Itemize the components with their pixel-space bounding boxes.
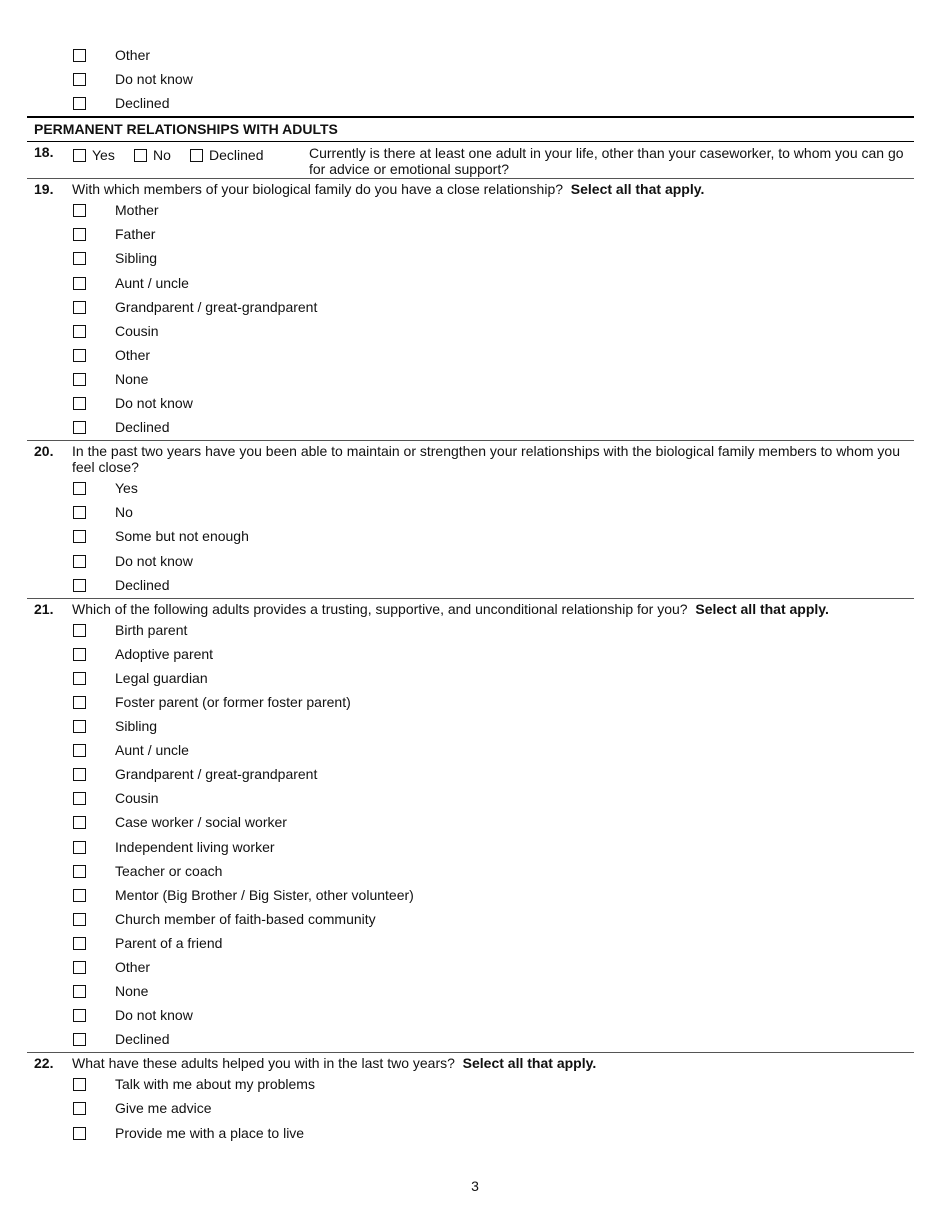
question-text: Currently is there at least one adult in your life, other than your caseworker, to whom you can go for advice or emotional support? [309,145,904,178]
checkbox[interactable] [73,744,86,757]
option-label: Legal guardian [115,669,208,686]
option-row [27,836,914,860]
option-label: Sibling [115,718,158,735]
option-label: None [115,370,149,387]
checkbox[interactable] [73,1033,86,1046]
question-prompt: What have these adults helped you with in the last two years? [72,1055,455,1072]
section-title: PERMANENT RELATIONSHIPS WITH ADULTS [27,116,914,142]
option-row [27,1073,914,1097]
option-label: Do not know [115,395,193,412]
option-label: Some but not enough [115,528,249,545]
option-row [27,715,914,739]
option-label: Declined [115,419,170,436]
option-row [27,44,914,68]
question-20 [27,440,914,597]
checkbox[interactable] [73,73,86,86]
top-options [27,0,914,116]
option-row [27,643,914,667]
option-label: Do not know [115,1007,193,1024]
checkbox[interactable] [73,1009,86,1022]
option-label: Yes [115,480,138,497]
checkbox[interactable] [73,696,86,709]
checkbox[interactable] [73,252,86,265]
checkbox[interactable] [134,149,147,162]
option-label: Teacher or coach [115,862,223,879]
option-label: Cousin [115,322,159,339]
question-prompt: With which members of your biological family do you have a close relationship? [72,181,564,198]
option-label: Birth parent [115,621,188,638]
checkbox[interactable] [73,841,86,854]
checkbox[interactable] [73,397,86,410]
option-row [27,787,914,811]
option-label: Sibling [115,250,158,267]
option-label: Church member of faith-based community [115,910,376,927]
question-text [72,179,914,199]
checkbox[interactable] [73,228,86,241]
option-row [27,68,914,92]
option-label: Foster parent (or former foster parent) [115,693,351,710]
checkbox[interactable] [190,149,203,162]
option-label: Other [115,47,151,63]
checkbox[interactable] [73,530,86,543]
option-label: Grandparent / great-grandparent [115,298,318,315]
option-label: Do not know [115,71,193,88]
question-19 [27,179,914,440]
question-text [72,1053,914,1073]
option-label: Cousin [115,790,159,807]
option-row [27,525,914,549]
question-number: 22. [34,1055,54,1072]
option-row [27,550,914,574]
checkbox[interactable] [73,865,86,878]
option-label: None [115,983,149,1000]
option-row [27,860,914,884]
checkbox[interactable] [73,97,86,110]
q18-option-declined[interactable] [190,147,263,163]
option-label: Mentor (Big Brother / Big Sister, other volunteer) [115,886,414,903]
option-label: Talk with me about my problems [115,1076,315,1093]
option-row [27,980,914,1004]
checkbox[interactable] [73,889,86,902]
option-row [27,368,914,392]
checkbox[interactable] [73,648,86,661]
option-row [27,956,914,980]
checkbox[interactable] [73,1127,86,1140]
option-label: Yes [92,147,115,164]
option-row [27,247,914,271]
option-label: No [115,504,133,521]
checkbox[interactable] [73,349,86,362]
checkbox[interactable] [73,961,86,974]
checkbox[interactable] [73,49,86,62]
question-instruction: Select all that apply. [462,1055,597,1072]
option-label: Other [115,959,151,975]
checkbox[interactable] [73,506,86,519]
page-number: 3 [471,1178,479,1194]
option-row [27,1028,914,1052]
option-row [27,739,914,763]
option-row [27,344,914,368]
checkbox[interactable] [73,1078,86,1091]
checkbox[interactable] [73,277,86,290]
option-row [27,908,914,932]
option-row [27,884,914,908]
option-row [27,477,914,501]
option-label: Independent living worker [115,838,275,855]
option-row [27,667,914,691]
option-row [27,392,914,416]
option-row [27,92,914,116]
checkbox[interactable] [73,985,86,998]
option-label: Aunt / uncle [115,742,189,759]
option-label: Parent of a friend [115,934,223,951]
checkbox[interactable] [73,555,86,568]
option-row [27,199,914,223]
option-label: Declined [209,147,264,164]
checkbox[interactable] [73,1102,86,1115]
form-page [27,0,914,1146]
option-row [27,1122,914,1146]
checkbox[interactable] [73,768,86,781]
option-row [27,1004,914,1028]
q18-option-yes[interactable] [73,147,115,163]
question-instruction: Select all that apply. [570,181,705,198]
question-18 [27,142,914,179]
checkbox[interactable] [73,913,86,926]
checkbox[interactable] [73,482,86,495]
option-row [27,574,914,598]
checkbox[interactable] [73,720,86,733]
option-label: Other [115,346,151,363]
question-21 [27,598,914,1053]
option-row [27,296,914,320]
question-number: 18. [34,144,54,161]
question-22 [27,1052,914,1145]
checkbox[interactable] [73,816,86,829]
checkbox[interactable] [73,792,86,805]
option-label: Provide me with a place to live [115,1124,305,1141]
checkbox[interactable] [73,204,86,217]
question-number: 19. [34,181,54,198]
option-label: Declined [115,1031,170,1048]
option-row [27,1097,914,1121]
option-label: Father [115,226,156,243]
option-row [27,691,914,715]
option-label: Mother [115,202,159,219]
option-row [27,416,914,440]
q18-option-no[interactable] [134,147,171,163]
option-label: No [153,147,171,164]
question-number: 21. [34,600,54,617]
checkbox[interactable] [73,579,86,592]
checkbox[interactable] [73,624,86,637]
option-row [27,763,914,787]
option-row [27,932,914,956]
option-label: Grandparent / great-grandparent [115,766,318,783]
option-row [27,272,914,296]
option-label: Adoptive parent [115,645,214,662]
option-row [27,320,914,344]
option-label: Give me advice [115,1100,212,1117]
question-prompt: Which of the following adults provides a trusting, supportive, and unconditional relationship for you? [72,600,688,617]
checkbox[interactable] [73,301,86,314]
option-label: Declined [115,576,170,593]
checkbox[interactable] [73,421,86,434]
checkbox[interactable] [73,149,86,162]
option-row [27,811,914,835]
option-row [27,619,914,643]
option-label: Case worker / social worker [115,814,287,831]
checkbox[interactable] [73,325,86,338]
checkbox[interactable] [73,937,86,950]
option-label: Aunt / uncle [115,274,189,291]
option-label: Declined [115,95,170,112]
question-number: 20. [34,443,54,460]
question-instruction: Select all that apply. [695,600,829,617]
question-text: In the past two years have you been able to maintain or strengthen your relationships with the biological family members to whom you feel close? [72,443,900,476]
option-row [27,501,914,525]
option-label: Do not know [115,552,193,569]
question-text [72,599,914,619]
checkbox[interactable] [73,672,86,685]
checkbox[interactable] [73,373,86,386]
option-row [27,223,914,247]
